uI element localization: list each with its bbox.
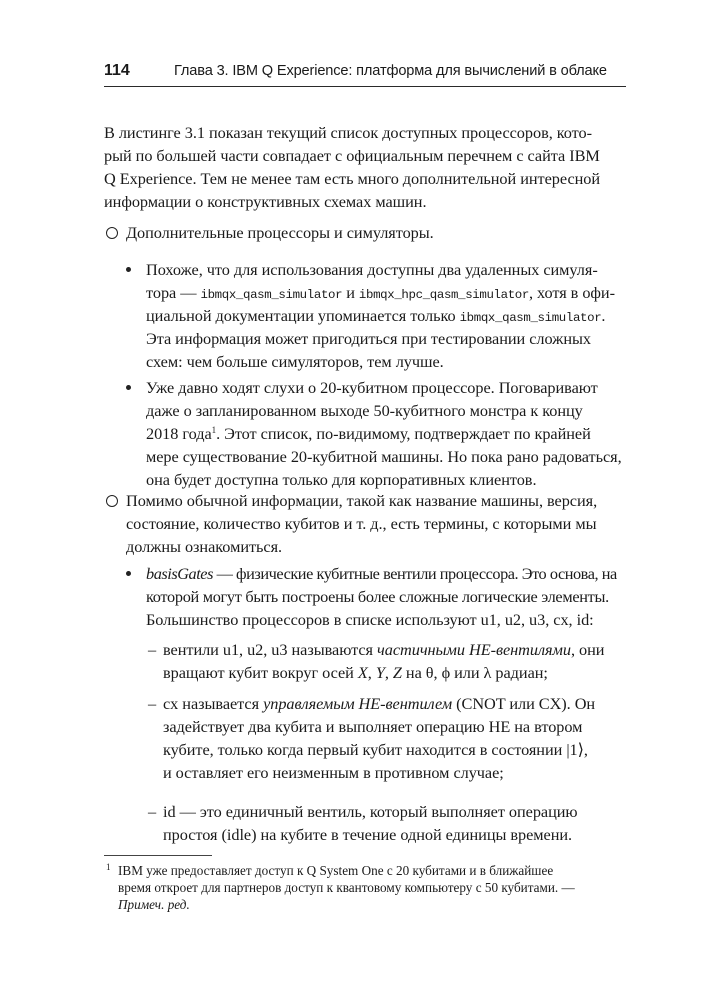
code-hpc-qasm-simulator: ibmqx_hpc_qasm_simulator xyxy=(358,288,529,302)
dash-marker: – xyxy=(148,694,157,713)
footnote-reference: 1 xyxy=(211,425,217,435)
footnote-mark: 1 xyxy=(106,862,111,872)
bullet1-line-1: Похоже, что для использования доступны два удаленных симуля- xyxy=(146,260,598,279)
section2-line-1: Помимо обычной информации, такой как название машины, версия, xyxy=(126,491,598,510)
section2-line-2: состояние, количество кубитов и т. д., есть термины, с которыми мы xyxy=(126,514,597,533)
dash-marker: – xyxy=(148,640,157,659)
code-qasm-simulator: ibmqx_qasm_simulator xyxy=(200,288,343,302)
footnote-line-2: время откроет для партнеров доступ к квантовому компьютеру с 50 кубитами. — xyxy=(118,880,575,895)
footnote-rule xyxy=(104,855,212,856)
code-qasm-simulator-2: ibmqx_qasm_simulator xyxy=(459,311,602,325)
dash3-line-2: простоя (idle) на кубите в течение одной единицы времени. xyxy=(163,825,573,844)
dash1-line-2: вращают кубит вокруг осей X, Y, Z на θ, ϕ или λ радиан; xyxy=(163,663,548,682)
basisgates-line-2: которой могут быть построены более сложные логические элементы. xyxy=(146,587,609,606)
bullet1-line-3: циальной документации упоминается только ibmqx_qasm_simulator. xyxy=(146,306,606,325)
bullet1-line-2: тора — ibmqx_qasm_simulator и ibmqx_hpc_qasm_simulator, хотя в офи- xyxy=(146,283,615,302)
bullet-icon xyxy=(126,267,131,272)
dash1-line-1: вентили u1, u2, u3 называются частичными НЕ-вентилями, они xyxy=(163,640,605,659)
intro-line-4: информации о конструктивных схемах машин. xyxy=(104,192,427,211)
dash-marker: – xyxy=(148,802,157,821)
footnote-line-1: IBM уже предоставляет доступ к Q System One с 20 кубитами и в ближайшее xyxy=(118,863,554,878)
term-basisgates: basisGates xyxy=(146,564,213,583)
dash2-line-1: cx называется управляемым НЕ-вентилем (CNOT или CX). Он xyxy=(163,694,596,713)
bullet2-line-3: 2018 года$^1$. Этот список, по-видимому, подтверждает по крайней xyxy=(146,424,591,443)
page-number: 114 xyxy=(104,62,130,79)
dash2-line-4: и оставляет его неизменным в противном случае; xyxy=(163,763,504,782)
circle-bullet-icon xyxy=(106,495,118,507)
bullet2-line-1: Уже давно ходят слухи о 20-кубитном процессоре. Поговаривают xyxy=(146,378,598,397)
bullet1-line-4: Эта информация может пригодиться при тестировании сложных xyxy=(146,329,591,348)
intro-line-2: рый по большей части совпадает с официальным перечнем с сайта IBM xyxy=(104,146,600,165)
footnote-line-3: Примеч. ред. xyxy=(118,897,190,912)
bullet1-line-5: схем: чем больше симуляторов, тем лучше. xyxy=(146,352,444,371)
running-header xyxy=(104,58,626,87)
bullet2-line-4: мере существование 20-кубитной машины. Но пока рано радоваться, xyxy=(146,447,622,466)
dash2-line-3: кубите, только когда первый кубит находится в состоянии |1⟩, xyxy=(163,740,588,759)
bullet-icon xyxy=(126,385,131,390)
basisgates-line-3: Большинство процессоров в списке используют u1, u2, u3, cx, id: xyxy=(146,610,594,629)
circle-bullet-icon xyxy=(106,227,118,239)
section2-line-3: должны ознакомиться. xyxy=(126,537,283,556)
bullet2-line-5: она будет доступна только для корпоративных клиентов. xyxy=(146,470,537,489)
intro-line-1: В листинге 3.1 показан текущий список доступных процессоров, кото- xyxy=(104,123,592,142)
intro-line-3: Q Experience. Тем не менее там есть много дополнительной интересной xyxy=(104,169,601,188)
dash2-line-2: задействует два кубита и выполняет операцию НЕ на втором xyxy=(163,717,583,736)
chapter-title: Глава 3. IBM Q Experience: платформа для вычислений в облаке xyxy=(174,63,607,79)
basisgates-line-1: basisGates — физические кубитные вентили процессора. Это основа, на xyxy=(146,564,617,583)
dash3-line-1: id — это единичный вентиль, который выполняет операцию xyxy=(163,802,578,821)
bullet-icon xyxy=(126,571,131,576)
section1-title: Дополнительные процессоры и симуляторы. xyxy=(126,223,434,242)
bullet2-line-2: даже о запланированном выходе 50-кубитного монстра к концу xyxy=(146,401,583,420)
